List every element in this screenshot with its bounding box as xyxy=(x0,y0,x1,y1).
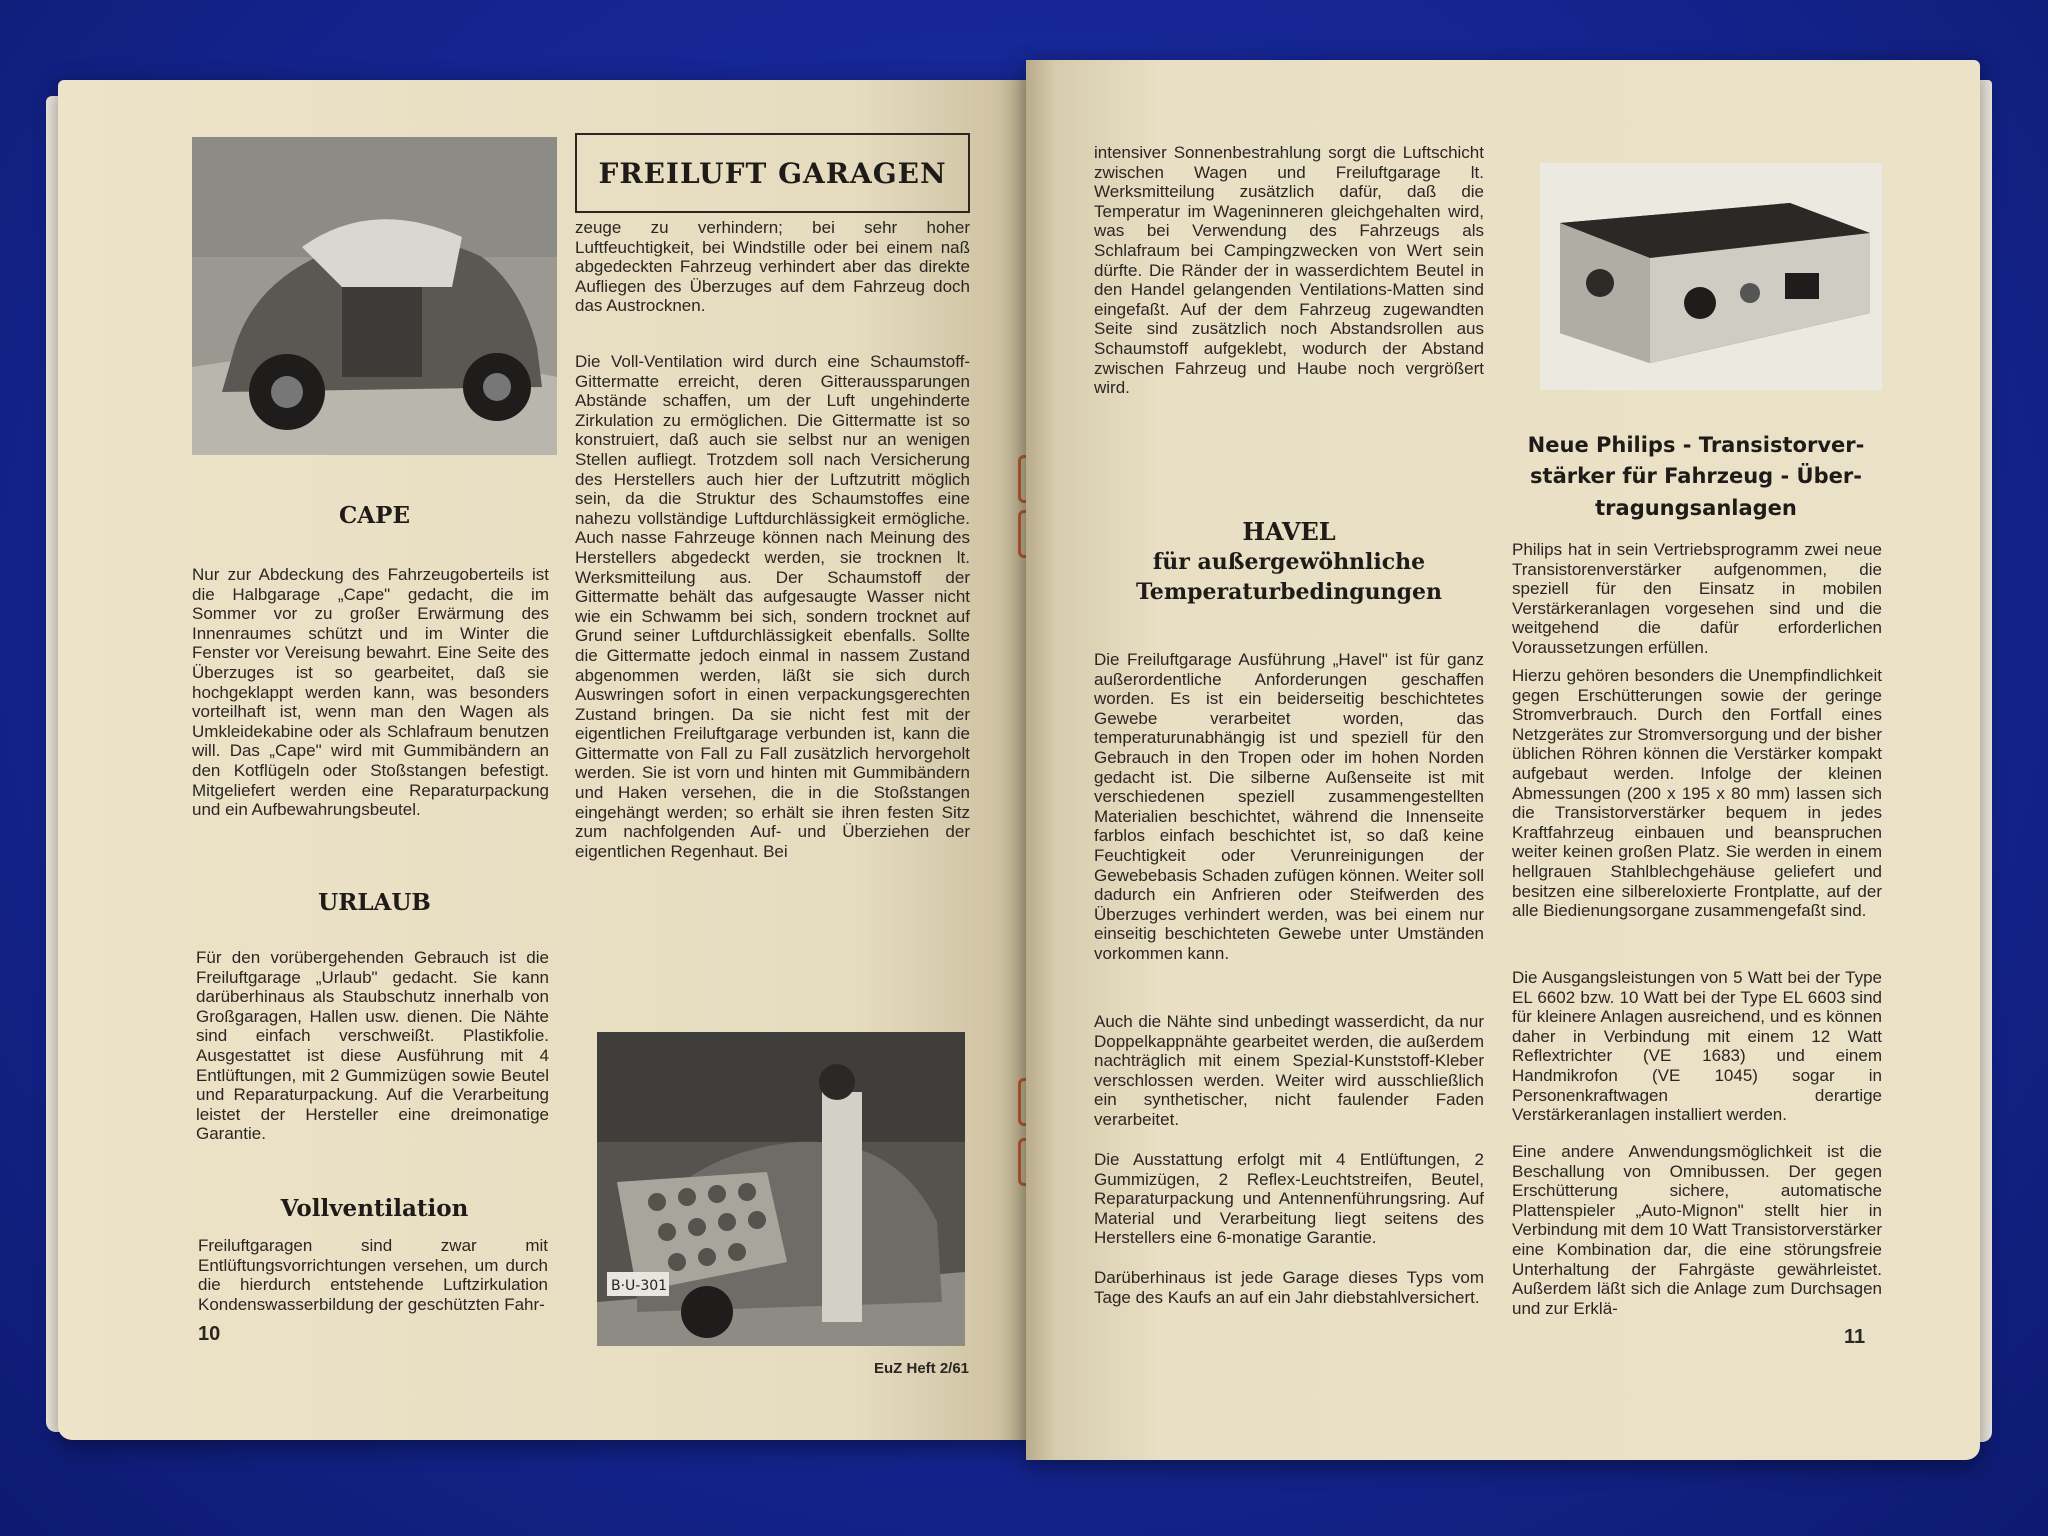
page-stack-right xyxy=(1978,80,1992,1442)
issue-footer: EuZ Heft 2/61 xyxy=(874,1360,970,1377)
left-page-number: 10 xyxy=(198,1323,221,1345)
havel-body-3: Die Ausstattung erfolgt mit 4 Entlüftungen, 2 Gummizügen, 2 Reflex-Leuchtstreifen, Beutel, Reparaturpackung und Antennenführungsring. Auf Material und Verarbeitung liegt seitens des Herstellers eine 6-monatige Garantie. xyxy=(1094,1150,1484,1248)
philips-body-3: Die Ausgangsleistungen von 5 Watt bei der Type EL 6602 bzw. 10 Watt bei der Type EL 6603 sind für kleinere Anlagen ausreichend, und es können daher in Verbindung mit einem 12 Watt Reflextrichter (VE 1683) und einem Handmikrofon (VE 1045) sogar in Personenkraftwagen derartige Verstärkeranlagen installiert werden. xyxy=(1512,968,1882,1125)
license-plate: B·U-301 xyxy=(611,1278,668,1294)
havel-continued-text: intensiver Sonnenbestrahlung sorgt die Luftschicht zwischen Wagen und Freiluftgarage lt. Werksmitteilung zusätzlich dafür, daß die Temperatur im Wageninneren gleichgehalten wird, was bei Verwendung des Fahrzeugs als Schlafraum bei Campingzwecken von Wert sein dürfte. Die Ränder der in wasserdichtem Beutel in den Handel gelangenden Ventilations-Matten sind eingefaßt. Auf der dem Fahrzeug zugewandten Seite sind zusätzlich noch Abstandsrollen aus Schaumstoff aufgeklebt, wodurch der Abstand zwischen Fahrzeug und Haube noch vergrößert wird. xyxy=(1094,143,1484,398)
philips-heading-1: Neue Philips - Transistorver- xyxy=(1527,433,1865,457)
freiluft-body-1: zeuge zu verhindern; bei sehr hoher Luftfeuchtigkeit, bei Windstille oder bei einem naß abgedeckten Fahrzeug verhindert aber das direkte Aufliegen des Überzuges auf dem Fahrzeug doch das Austrocknen. xyxy=(575,218,970,316)
philips-body-4: Eine andere Anwendungsmöglichkeit ist die Beschallung von Omnibussen. Der gegen Erschütterung sichere, automatische Plattenspieler „Auto-Mignon" stellt hier in Verbindung mit dem 10 Watt Transistorverstärker eine Kombination dar, die eine störungsfreie Unterhaltung der Fahrgäste gewährleistet. Außerdem läßt sich die Anlage zum Durchsagen und zur Erklä- xyxy=(1512,1142,1882,1318)
havel-heading: HAVEL xyxy=(1242,517,1336,546)
cape-heading: CAPE xyxy=(339,502,410,529)
cape-body: Nur zur Abdeckung des Fahrzeugoberteils ist die Halbgarage „Cape" gedacht, die im Sommer vor zu großer Erwärmung des Innenraumes schützt und im Winter die Fenster vor Vereisung bewahrt. Eine Seite des Überzuges ist so gearbeitet, daß sie hochgeklappt werden kann, was besonders vorteilhaft ist, wenn man den Wagen als Umkleidekabine oder als Schlafraum benutzen will. Das „Cape" wird mit Gummibändern an den Kotflügeln oder Stoßstangen befestigt. Mitgeliefert werden eine Reparaturpackung und ein Aufbewahrungsbeutel. xyxy=(192,565,549,820)
havel-subheading-2: Temperaturbedingungen xyxy=(1136,579,1442,605)
urlaub-heading: URLAUB xyxy=(318,889,431,916)
philips-heading-2: stärker für Fahrzeug - Über- xyxy=(1530,464,1862,488)
freiluft-body-2: Die Voll-Ventilation wird durch eine Schaumstoff-Gittermatte erreicht, deren Gitteraussparungen Abstände schaffen, um der Luft ungehinderte Zirkulation zu ermöglichen. Die Gittermatte ist so konstruiert, daß auch sie selbst nur an wenigen Stellen aufliegt. Trotzdem soll nach Versicherung des Herstellers auch hier der Luftzutritt möglich sein, da die Struktur des Schaumstoffes eine nahezu vollständige Luftdurchlässigkeit ermögliche. Auch nasse Fahrzeuge können nach Meinung des Herstellers abgedeckt werden, sie trocknen lt. Werksmitteilung aus. Der Schaumstoff der Gittermatte behält das aufgesaugte Wasser nicht wie ein Schwamm bei sich, sondern trocknet auf Grund seiner Luftdurchlässigkeit ebenfalls. Sollte die Gittermatte jedoch einmal in nassem Zustand abgenommen werden, läßt sie sich durch Auswringen sofort in einen verpackungsgerechten Zustand bringen. Da sie nicht fest mit der eigentlichen Freiluftgarage verbunden ist, kann die Gittermatte von Fall zu Fall zusätzlich hervorgeholt werden. Sie ist vorn und hinten mit Gummibändern und Haken versehen, die in die Stoßstangen eingehängt werden; so erhält sie ihren festen Sitz zum nachfolgenden Auf- und Überziehen der eigentlichen Regenhaut. Bei xyxy=(575,352,970,861)
vollventilation-body: Freiluftgaragen sind zwar mit Entlüftungsvorrichtungen versehen, um durch die hierdurch entstehende Luftzirkulation Kondenswasserbildung der geschützten Fahr- xyxy=(198,1236,548,1314)
vollventilation-heading: Vollventilation xyxy=(280,1195,469,1222)
freiluft-garagen-title: FREILUFT GARAGEN xyxy=(575,133,970,213)
right-page-number: 11 xyxy=(1844,1326,1866,1348)
photo-car-cape xyxy=(192,137,557,455)
photo-philips-amplifier xyxy=(1540,163,1882,390)
havel-body-2: Auch die Nähte sind unbedingt wasserdicht, da nur Doppelkappnähte gearbeitet werden, die außerdem nachträglich mit einem Spezial-Kunststoff-Kleber verschlossen werden. Weiter wird ausschließlich ein synthetischer, nicht faulender Faden verarbeitet. xyxy=(1094,1012,1484,1129)
photo-car-mat xyxy=(597,1032,965,1346)
havel-subheading-1: für außergewöhnliche xyxy=(1152,549,1426,575)
philips-body-2: Hierzu gehören besonders die Unempfindlichkeit gegen Erschütterungen sowie der geringe Stromverbrauch. Durch den Fortfall eines Netzgerätes zur Stromversorgung und der bisher üblichen Röhren können die Verstärker kompakt aufgebaut werden. Infolge der kleinen Abmessungen (200 x 195 x 80 mm) lassen sich die Transistorverstärker bequem in jedes Kraftfahrzeug einbauen und beanspruchen weiter keinen großen Platz. Sie werden in einem hellgrauen Stahlblechgehäuse geliefert und besitzen eine silbereloxierte Frontplatte, auf der alle Biedienungsorgane zusammengefaßt sind. xyxy=(1512,666,1882,921)
havel-body-1: Die Freiluftgarage Ausführung „Havel" ist für ganz außerordentliche Anforderungen geschaffen worden. Es ist ein beiderseitig beschichtetes Gewebe verarbeitet worden, das temperaturunabhängig ist und speziell für den Gebrauch in den Tropen oder im hohen Norden gedacht ist. Die silberne Außenseite ist mit verschiedenen speziell zusammengestellten Materialien beschichtet, während die Innenseite farblos einfach beschichtet ist, so daß keine Feuchtigkeit oder Verunreinigungen der Gewebebasis Schaden zufügen können. Weiter soll dadurch ein Anfrieren oder Steifwerden des Überzuges verhindert werden, was bei einem nur einseitig beschichteten Gewebe unter Umständen vorkommen kann. xyxy=(1094,650,1484,963)
philips-body-1: Philips hat in sein Vertriebsprogramm zwei neue Transistorenverstärker aufgenommen, die speziell für den Einsatz in mobilen Verstärkeranlagen vorgesehen sind und die weitgehend die dafür erforderlichen Voraussetzungen erfüllen. xyxy=(1512,540,1882,657)
philips-heading-3: tragungsanlagen xyxy=(1595,496,1797,520)
urlaub-body: Für den vorübergehenden Gebrauch ist die Freiluftgarage „Urlaub" gedacht. Sie kann darüberhinaus als Staubschutz innerhalb von Großgaragen, Hallen usw. dienen. Die Nähte sind einfach verschweißt. Plastikfolie. Ausgestattet ist diese Ausführung mit 4 Entlüftungen, mit 2 Gummizügen sowie Beutel und Reparaturpackung. Auf die Verarbeitung leistet der Hersteller eine dreimonatige Garantie. xyxy=(196,948,549,1144)
havel-body-4: Darüberhinaus ist jede Garage dieses Typs vom Tage des Kaufs an auf ein Jahr diebstahlversichert. xyxy=(1094,1268,1484,1307)
